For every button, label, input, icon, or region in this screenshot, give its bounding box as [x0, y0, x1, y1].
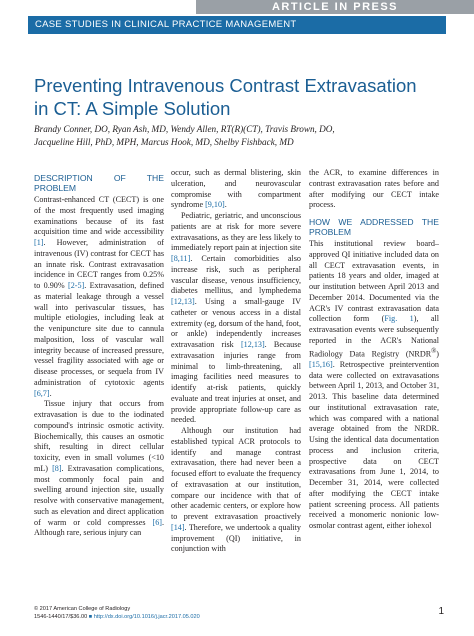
citation-link[interactable]: [2-5]: [67, 281, 85, 290]
page-number: 1: [438, 606, 444, 617]
section-heading-problem: DESCRIPTION OF THE PROBLEM: [34, 173, 164, 193]
paragraph: This institutional review board–approved QI initiative included data on all CECT extravasation events, in patients 18 years and older, imaged at our institution between April 2013 and December 2014. Documented via the ACR's IV contrast extravasation data collection form (Fig. 1), all extravasation events were subsequently reported in the ACR's National Radiology Data Registry (NRDR®) [15,16]. Retrospective preintervention data were collected on extravasations between April 1, 2013, and October 31, 2013. This baseline data determined our institutional extravasation rate, which was compared with a national average obtained from the NRDR. Using the identical data documentation process and inclusion criteria, prospective data on CECT extravasations from June 1, 2014, to December 31, 2014, were collected after modifying the CECT intake patient screening process. All patients received a monomeric nonionic low-osmolar contrast agent, either iohexol: [309, 239, 440, 531]
doi-link[interactable]: ■ http://dx.doi.org/10.1016/j.jacr.2017.05.020: [88, 614, 200, 620]
page-footer: [34, 605, 200, 621]
citation-link[interactable]: [8]: [52, 463, 62, 473]
article-title: Preventing Intravenous Contrast Extravasation in CT: A Simple Solution: [34, 75, 417, 119]
citation-link[interactable]: [15,16]: [309, 359, 333, 369]
section-heading-approach: HOW WE ADDRESSED THE PROBLEM: [309, 217, 439, 237]
section-label-bar: CASE STUDIES IN CLINICAL PRACTICE MANAGEMENT: [28, 16, 446, 34]
paragraph: the ACR, to examine differences in contrast extravasation rates before and after modifying our CECT intake process.: [309, 168, 439, 210]
citation-link[interactable]: [1]: [34, 238, 44, 247]
article-in-press-banner: ARTICLE IN PRESS: [196, 0, 474, 14]
citation-link[interactable]: [14]: [171, 522, 185, 532]
citation-link[interactable]: [12,13]: [240, 340, 265, 349]
copyright-line: © 2017 American College of Radiology: [34, 606, 131, 612]
author-list: [34, 123, 444, 149]
paragraph: Tissue injury that occurs from extravasation is due to the iodinated compound's intrinsic osmotic activity. Biochemically, this causes an osmotic shift, resulting in direct cellular toxicity, even in small volumes (<10 mL) [8]. Extravasation complications, most commonly focal pain and swelling around injection site, usually resolve with conservative management, such as elevation and direct application of warm or cold compresses [6]. Although rare, serious injury can: [34, 399, 164, 538]
citation-link[interactable]: [12,13]: [171, 297, 195, 306]
author-line-1: Brandy Conner, DO, Ryan Ash, MD, Wendy Allen, RT(R)(CT), Travis Brown, DO,: [34, 124, 335, 134]
citation-link[interactable]: [9,10]: [205, 200, 225, 210]
citation-link[interactable]: [6]: [152, 517, 162, 527]
figure-link[interactable]: Fig. 1: [384, 314, 414, 324]
paragraph: Contrast-enhanced CT (CECT) is one of the most frequently used imaging examinations because of its fast acquisition time and wide accessibility [1]. However, administration of intravenous (IV) contrast for CECT has an innate risk. Contrast extravasation incidence in CECT ranges from 0.25% to 0.90% [2-5]. Extravasation, defined as material leakage through a vessel wall into perivascular tissues, has multiple etiologies, including leak at the venipuncture site due to cannula malposition, loss of vascular wall integrity because of increased pressure, vessel fragility associated with age or disease processes, or sequela from IV administration of cytotoxic agents [6,7].: [34, 195, 164, 398]
text-column-2: [171, 168, 301, 555]
citation-link[interactable]: [6,7]: [34, 388, 50, 398]
text-column-1: [34, 168, 164, 539]
paragraph: Pediatric, geriatric, and unconscious patients are at risk for more severe extravasations, as they are less likely to immediately report pain at injection site [8,11]. Certain comorbidities also increase risk, such as peripheral vascular disease, venous insufficiency, diabetes mellitus, and lymphedema [12,13]. Using a small-gauge IV catheter or venous access in a distal extremity (eg, dorsum of the hand, foot, or ankle) independently increases extravasation risk [12,13]. Because extravasation injuries range from minimal to limb-threatening, all imaging facilities need measures to identify at-risk patients, quickly evaluate and treat injuries at onset, and provide appropriate follow-up care as needed.: [171, 211, 301, 425]
text-column-3: [309, 168, 439, 532]
paragraph: occur, such as dermal blistering, skin ulceration, and neurovascular compromise with compartment syndrome [9,10].: [171, 168, 301, 210]
citation-link[interactable]: [8,11]: [171, 254, 191, 263]
author-line-2: Jacqueline Hill, PhD, MPH, Marcus Hook, MD, Shelby Fishback, MD: [34, 137, 294, 147]
registered-mark: ®: [431, 347, 437, 355]
issn-doi-line: 1546-1440/17/$36.00 ■ http://dx.doi.org/10.1016/j.jacr.2017.05.020: [34, 614, 200, 620]
paragraph: Although our institution had established typical ACR protocols to identify and manage contrast extravasation, there had never been a focused effort to evaluate the frequency of extravasation at our institution, compare our incidence with that of other academic centers, or explore how to prevent extravasation proactively [14]. Therefore, we undertook a quality improvement (QI) initiative, in conjunction with: [171, 426, 301, 554]
